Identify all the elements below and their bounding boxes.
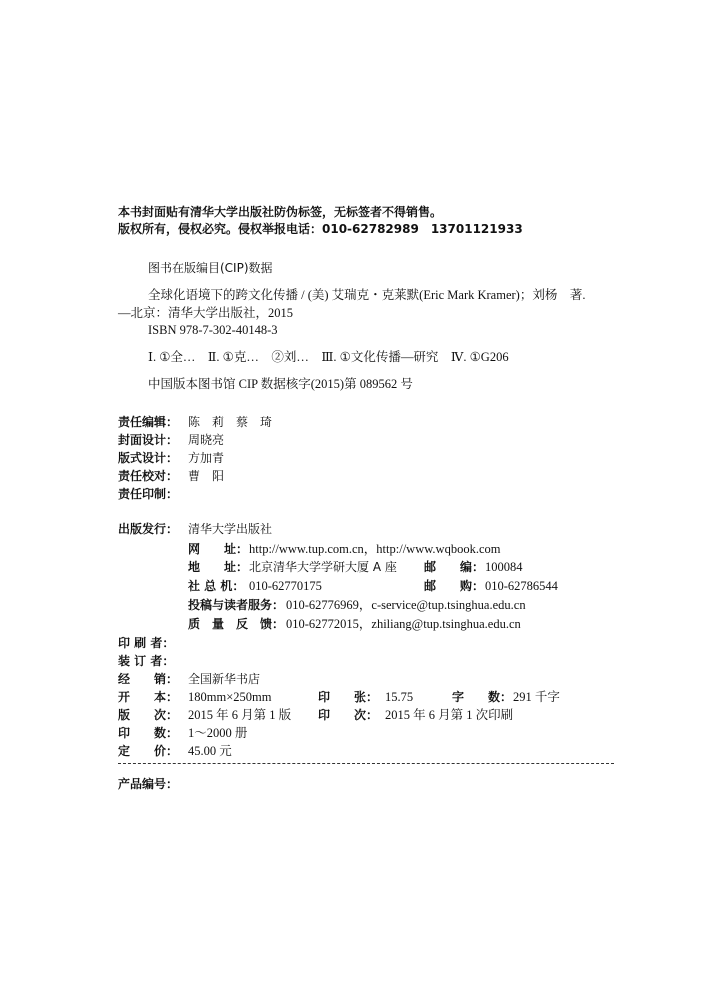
cip-classification: Ⅰ. ①全… Ⅱ. ①克… ②刘… Ⅲ. ①文化传播—研究 Ⅳ. ①G206	[148, 350, 509, 364]
staff-label-layout: 版式设计：	[118, 451, 179, 465]
edition-value: 2015 年 6 月第 1 版	[188, 708, 292, 722]
cip-number: 中国版本图书馆 CIP 数据核字(2015)第 089562 号	[148, 377, 413, 391]
reader-service-label: 投稿与读者服务：	[188, 598, 285, 612]
address-value: 北京清华大学学研大厦 A 座	[249, 560, 397, 574]
edition-label: 版 次：	[118, 708, 179, 722]
cip-heading: 图书在版编目(CIP)数据	[148, 261, 273, 275]
distributor-label: 经 销：	[118, 672, 179, 686]
price-label: 定 价：	[118, 744, 179, 758]
staff-label-editor: 责任编辑：	[118, 415, 179, 429]
postcode-label: 邮 编：	[424, 560, 485, 574]
distributor-value: 全国新华书店	[188, 672, 261, 686]
sheets-value: 15.75	[385, 690, 414, 704]
dashed-divider	[118, 763, 614, 764]
reader-service-value: 010-62776969，c-service@tup.tsinghua.edu.cn	[286, 598, 526, 612]
binder-label: 装 订 者：	[118, 654, 175, 668]
price-value: 45.00 元	[188, 744, 232, 758]
cip-title-line: 全球化语境下的跨文化传播 / (美) 艾瑞克・克莱默(Eric Mark Kramer)；刘杨 著.	[148, 288, 586, 302]
mailorder-value: 010-62786544	[485, 579, 558, 593]
postcode-value: 100084	[485, 560, 523, 574]
cip-isbn: ISBN 978-7-302-40148-3	[148, 323, 278, 337]
staff-value-cover: 周晓亮	[188, 433, 225, 447]
format-label: 开 本：	[118, 690, 179, 704]
staff-label-proofreader: 责任校对：	[118, 469, 179, 483]
quality-feedback-value: 010-62772015，zhiliang@tup.tsinghua.edu.cn	[286, 617, 521, 631]
print-run-value: 1～2000 册	[188, 726, 248, 740]
staff-value-layout: 方加青	[188, 451, 225, 465]
product-code-label: 产品编号：	[118, 777, 179, 791]
publisher-name: 清华大学出版社	[188, 522, 273, 536]
cip-publisher-line: —北京：清华大学出版社，2015	[118, 306, 294, 320]
web-label: 网 址：	[188, 542, 249, 556]
staff-value-editor: 陈 莉 蔡 琦	[188, 415, 273, 429]
staff-value-proofreader: 曹 阳	[188, 469, 225, 483]
print-run-label: 印 数：	[118, 726, 179, 740]
address-label: 地 址：	[188, 560, 249, 574]
sheets-label: 印 张：	[318, 690, 379, 704]
format-value: 180mm×250mm	[188, 690, 272, 704]
words-value: 291 千字	[513, 690, 560, 704]
quality-feedback-label: 质 量 反 馈：	[188, 617, 285, 631]
staff-label-cover: 封面设计：	[118, 433, 179, 447]
switchboard-label: 社 总 机：	[188, 579, 245, 593]
web-value: http://www.tup.com.cn，http://www.wqbook.com	[249, 542, 501, 556]
printing-value: 2015 年 6 月第 1 次印刷	[385, 708, 514, 722]
words-label: 字 数：	[452, 690, 513, 704]
anti-counterfeit-notice: 本书封面贴有清华大学出版社防伪标签，无标签者不得销售。	[118, 205, 443, 219]
printing-label: 印 次：	[318, 708, 379, 722]
copyright-notice: 版权所有，侵权必究。侵权举报电话：010-62782989 13701121933	[118, 222, 523, 236]
printer-label: 印 刷 者：	[118, 636, 175, 650]
staff-label-print-supervisor: 责任印制：	[118, 487, 179, 501]
mailorder-label: 邮 购：	[424, 579, 485, 593]
switchboard-value: 010-62770175	[249, 579, 322, 593]
publisher-label: 出版发行：	[118, 522, 179, 536]
